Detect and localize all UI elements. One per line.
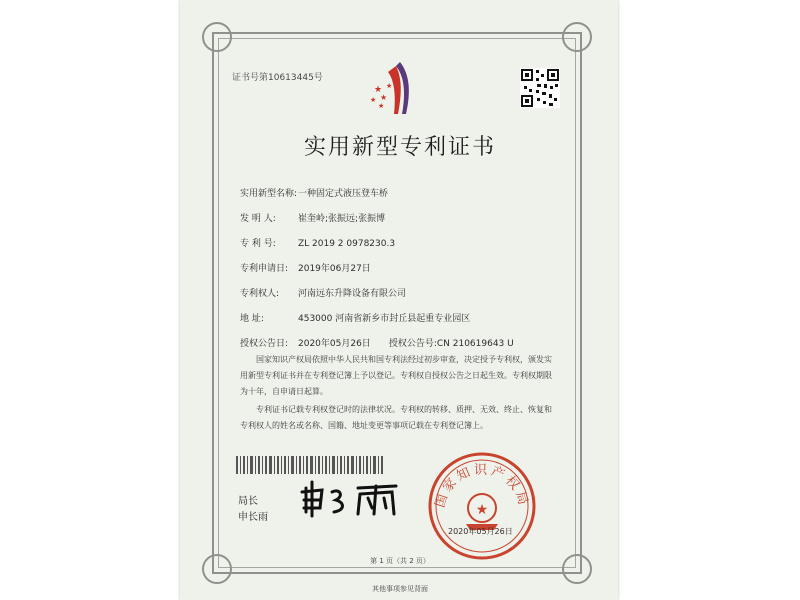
field-label: 专利权人: bbox=[240, 289, 280, 299]
qr-code-icon bbox=[520, 68, 560, 108]
field-value: CN 210619643 U bbox=[436, 339, 514, 349]
field-value: ZL 2019 2 0978230.3 bbox=[298, 239, 396, 249]
svg-text:★: ★ bbox=[386, 82, 393, 90]
signer-title: 局长 bbox=[238, 496, 258, 507]
page-number: 第 1 页（共 2 页） bbox=[370, 557, 430, 565]
field-patentee bbox=[240, 286, 406, 299]
field-label: 发 明 人: bbox=[240, 214, 276, 224]
paragraph-legal-status: 专利证书记载专利权登记时的法律状况。专利权的转移、质押、无效、终止、恢复和专利权人的姓名或名称、国籍、地址变更等事项记载在专利登记簿上。 bbox=[240, 405, 552, 430]
certificate-title: 实用新型专利证书 bbox=[303, 135, 496, 160]
paragraph-grant-statement: 国家知识产权局依照中华人民共和国专利法经过初步审查，决定授予专利权，颁发实用新型专利证书并在专利登记簿上予以登记。专利权自授权公告之日起生效。专利权期限为十年，自申请日起算。 bbox=[240, 355, 552, 396]
field-label: 实用新型名称: bbox=[240, 189, 298, 199]
field-filing-date bbox=[240, 261, 371, 274]
svg-text:★: ★ bbox=[475, 502, 489, 518]
footer-note: 其他事项参见背面 bbox=[372, 585, 428, 593]
svg-text:★: ★ bbox=[378, 102, 385, 110]
field-value: 2020年05月26日 bbox=[298, 339, 371, 349]
barcode-icon bbox=[236, 456, 386, 474]
field-label: 授权公告号: bbox=[388, 339, 437, 349]
patent-office-logo-icon bbox=[366, 58, 426, 118]
field-value: 河南远东升降设备有限公司 bbox=[298, 289, 407, 299]
signer-name: 申长雨 bbox=[238, 512, 268, 523]
seal-date: 2020年05月26日 bbox=[448, 527, 513, 536]
field-grant bbox=[240, 336, 514, 349]
field-label: 地 址: bbox=[240, 314, 264, 324]
field-patent-number bbox=[240, 236, 395, 249]
svg-text:★: ★ bbox=[374, 85, 383, 95]
svg-text:★: ★ bbox=[370, 96, 377, 104]
certificate-number: 证书号第10613445号 bbox=[232, 73, 323, 83]
corner-ornament bbox=[562, 22, 592, 52]
field-value: 崔奎岭;张振远;张振博 bbox=[298, 214, 386, 224]
svg-text:★: ★ bbox=[380, 93, 388, 102]
field-value: 2019年06月27日 bbox=[298, 264, 371, 274]
field-value: 453000 河南省新乡市封丘县起重专业园区 bbox=[298, 314, 471, 324]
field-label: 专利申请日: bbox=[240, 264, 289, 274]
field-inventor bbox=[240, 211, 385, 224]
corner-ornament bbox=[202, 22, 232, 52]
seal-text: 国家知识产权局 bbox=[432, 463, 532, 510]
field-utility-model-name bbox=[240, 186, 388, 199]
official-seal bbox=[426, 450, 538, 562]
field-value: 一种固定式液压登车桥 bbox=[298, 189, 389, 199]
field-address bbox=[240, 311, 470, 324]
field-label: 专 利 号: bbox=[240, 239, 276, 249]
field-label: 授权公告日: bbox=[240, 339, 289, 349]
handwritten-signature bbox=[300, 478, 410, 518]
